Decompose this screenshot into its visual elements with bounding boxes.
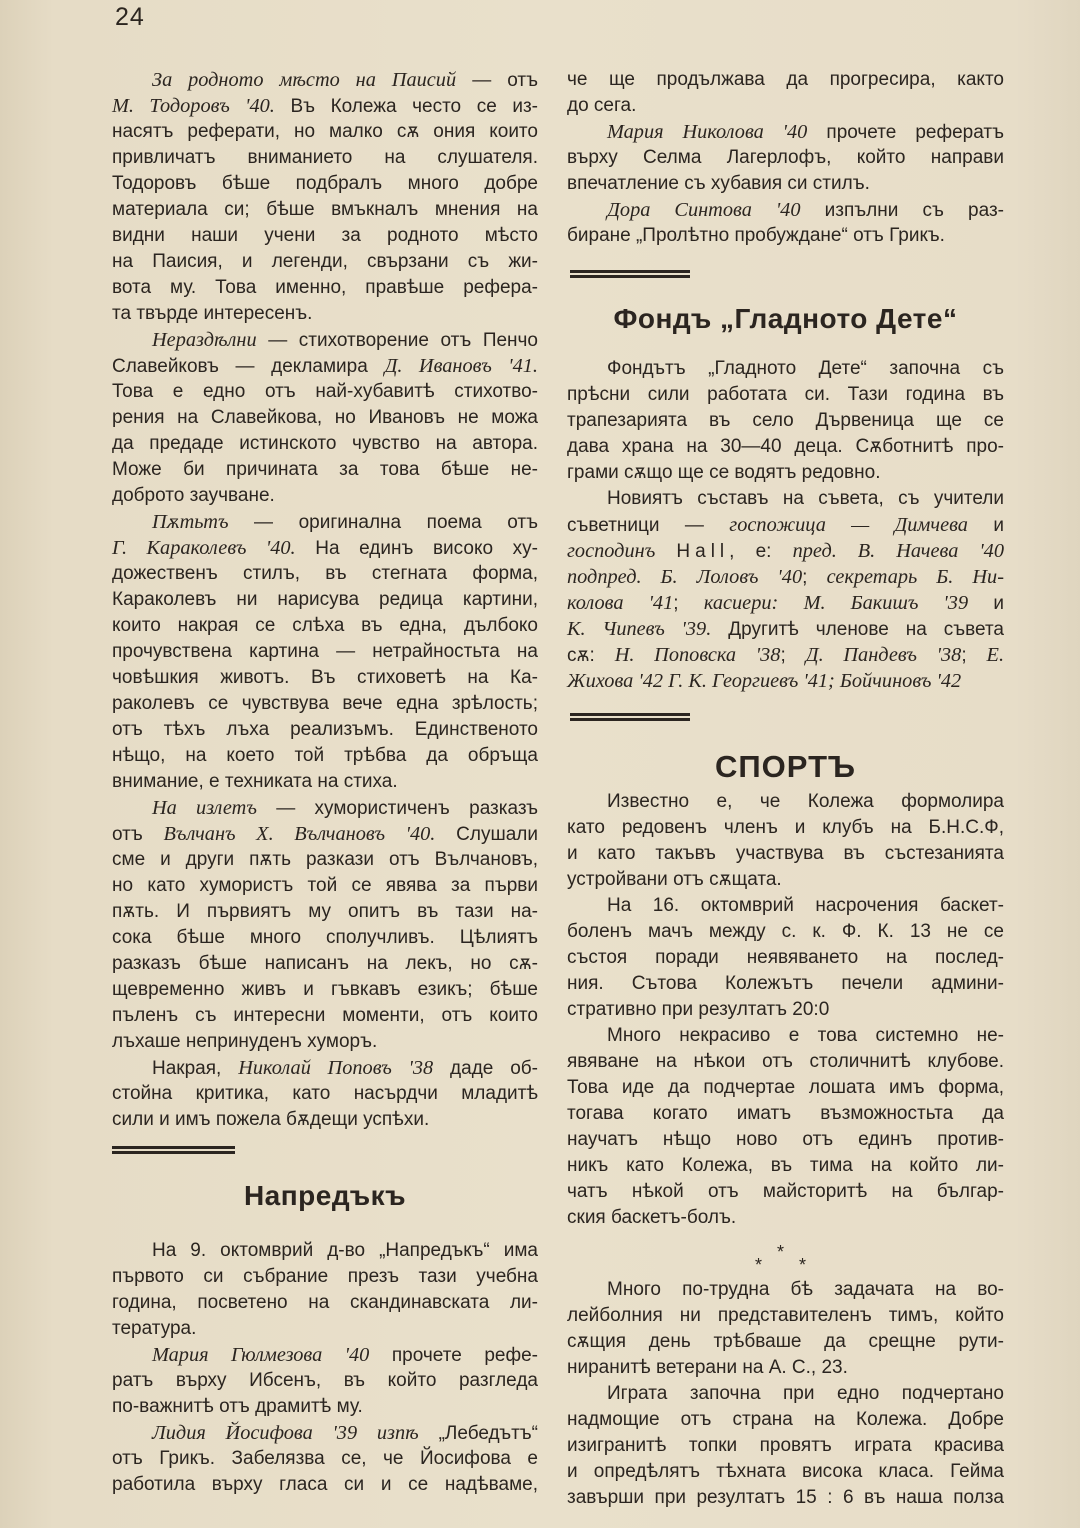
text-line: ския баскетъ-болъ. xyxy=(567,1207,737,1228)
spaced-name: Hall xyxy=(676,541,730,562)
text-line xyxy=(567,590,1004,616)
text-segment: и xyxy=(967,515,1004,536)
paragraph xyxy=(112,67,538,327)
italic-name: подпред. Б. Лоловъ '40 xyxy=(567,566,803,588)
text-segment: На единъ високо ху- xyxy=(295,538,538,559)
double-rule xyxy=(570,713,690,721)
text-line: дава храна на 30—40 деца. Сѫботнитѣ про- xyxy=(567,436,1004,457)
text-line: прочувствена картина — нетрайностьта на xyxy=(112,641,538,662)
paragraph xyxy=(567,1277,1004,1381)
text-segment: ; xyxy=(802,567,827,588)
text-line: Това иде да подчертае лошата имъ форма, xyxy=(567,1077,1004,1098)
text-line: но като хумористъ той се явява за първи xyxy=(112,875,538,896)
italic-name: Жихова '42 Г. К. Георгиевъ '41; Бойчиновъ '42 xyxy=(567,670,962,692)
text-line: научатъ нѣщо ново отъ единъ против- xyxy=(567,1129,1004,1150)
text-line: грами сѫщо ще се водятъ редовно. xyxy=(567,462,881,483)
paragraph xyxy=(112,327,538,509)
text-segment: „Лебедътъ“ xyxy=(418,1423,538,1444)
asterisk: * xyxy=(755,1255,763,1275)
text-line xyxy=(567,564,1004,590)
paragraph xyxy=(567,1023,1004,1231)
text-line xyxy=(567,538,1004,564)
text-line: сили и имъ пожела бѫдещи успѣхи. xyxy=(112,1109,430,1130)
text-segment: и xyxy=(968,593,1004,614)
text-line: Тодоровъ бѣше подбралъ много добре xyxy=(112,173,538,194)
text-line: На 9. октомврий д-во „Напредъкъ“ има xyxy=(152,1240,538,1261)
italic-name: Дора Синтова '40 xyxy=(607,199,801,221)
text-line: ниранитѣ ветерани на А. С., 23. xyxy=(567,1357,848,1378)
italic-name: Лидия Йосифова '39 изпѣ xyxy=(152,1422,419,1444)
text-segment: Слушали xyxy=(435,824,538,845)
text-line xyxy=(112,67,538,93)
paragraph xyxy=(567,119,1004,197)
text-line xyxy=(112,93,538,119)
text-line xyxy=(567,512,1004,538)
paragraph xyxy=(112,1342,538,1420)
text-segment xyxy=(655,541,676,562)
text-line: лейболния ни представителенъ тимъ, който xyxy=(567,1305,1004,1326)
text-segment: ; xyxy=(673,593,704,614)
italic-name: колова '41 xyxy=(567,592,674,614)
text-line xyxy=(567,642,1004,668)
text-line: Играта започна при едно подчертано xyxy=(607,1383,1004,1404)
text-line xyxy=(567,119,1004,145)
text-line: по-важнитѣ отъ драмитѣ му. xyxy=(112,1396,363,1417)
text-segment: прочете рефе- xyxy=(369,1345,538,1366)
paragraph xyxy=(567,486,1004,694)
text-line: Много некрасиво е това системно не- xyxy=(607,1025,1004,1046)
text-segment: — оригинална поема отъ xyxy=(228,512,538,533)
italic-name: К. Чипевъ '39. xyxy=(567,618,712,640)
text-segment: , е: xyxy=(729,541,793,562)
paragraph xyxy=(567,1381,1004,1511)
text-line: рения на Славейкова, но Ивановъ не можа xyxy=(112,407,538,428)
italic-name: Д. Пандевъ '38 xyxy=(805,644,962,666)
italic-name: пред. В. Начева '40 xyxy=(792,540,1004,562)
text-line: работила върху гласа си и се надѣваме, xyxy=(112,1474,538,1495)
text-segment: съветници — xyxy=(567,515,730,536)
page-number: 24 xyxy=(115,3,145,31)
text-line: ратъ върху Ибсенъ, въ който разгледа xyxy=(112,1370,538,1391)
left-column xyxy=(112,67,538,1498)
text-segment: ; xyxy=(780,645,806,666)
text-line: че ще продължава да прогресира, както xyxy=(567,69,1004,90)
text-segment: — отъ xyxy=(456,70,538,91)
text-line xyxy=(567,668,1004,694)
paragraph xyxy=(567,197,1004,249)
italic-name: госпожица — Димчева xyxy=(729,514,968,536)
text-line: до сега. xyxy=(567,95,637,116)
text-segment: прочете рефератъ xyxy=(807,122,1004,143)
text-line: да предаде истинското чувство на автора. xyxy=(112,433,538,454)
italic-name: Пѫтьтъ xyxy=(152,511,229,533)
text-line: никъ като Колежа, въ тима на който ли- xyxy=(567,1155,1004,1176)
italic-name: Мария Николова '40 xyxy=(607,121,808,143)
text-line: разказъ бѣше написанъ на лекъ, но сѫ- xyxy=(112,953,538,974)
text-line: стративно при резултатъ 20:0 xyxy=(567,999,830,1020)
paragraph xyxy=(112,795,538,1055)
section-heading: Фондъ „Гладното Дете“ xyxy=(613,303,958,334)
text-line: като редовенъ членъ и клубъ на Б.Н.С.Ф, xyxy=(567,817,1004,838)
text-line: привличатъ вниманието на слушателя. xyxy=(112,147,538,168)
text-line: внимание, е техниката на стиха. xyxy=(112,771,398,792)
text-segment xyxy=(778,593,803,614)
section-heading: СПОРТЪ xyxy=(715,749,856,784)
text-line: и опредѣлятъ тѣхната висока класа. Гейма xyxy=(567,1461,1004,1482)
text-segment: Накрая, xyxy=(152,1058,239,1079)
text-line: дожественъ стилъ, въ стегната форма, xyxy=(112,563,538,584)
italic-name: М. Тодоровъ '40. xyxy=(112,95,275,117)
paragraph xyxy=(112,1420,538,1498)
italic-name: секретарь Б. Ни- xyxy=(826,566,1004,588)
text-line: година, посветено на скандинавската ли- xyxy=(112,1292,538,1313)
text-segment: изпълни съ раз- xyxy=(800,200,1004,221)
text-segment: отъ xyxy=(112,824,164,845)
paragraph xyxy=(112,1055,538,1133)
text-line: лъхаше непринуденъ хуморъ. xyxy=(112,1031,378,1052)
text-line: прѣсни сили работата си. Тази година въ xyxy=(567,384,1004,405)
text-line: впечатление съ хубавия си стилъ. xyxy=(567,173,870,194)
text-line: състоя поради неявяването на послед- xyxy=(567,947,1004,968)
text-line: раколевъ се чувствува вече една зрѣлость; xyxy=(112,693,538,714)
text-line: отъ тѣхъ лъха реализъмъ. Единственото xyxy=(112,719,538,740)
text-line: Фондътъ „Гладното Дете“ започна съ xyxy=(607,358,1004,379)
text-line: първото си събрание презъ тази учебна xyxy=(112,1266,538,1287)
text-line: върху Селма Лагерлофъ, който направи xyxy=(567,147,1004,168)
text-line: и като такъвъ участвува въ състезанията xyxy=(567,843,1004,864)
text-line: материала си; бѣше вмъкналъ мнения на xyxy=(112,199,538,220)
italic-name: Г. Караколевъ '40. xyxy=(112,537,296,559)
text-line: завърши при резултатъ 15 : 6 въ наша полза xyxy=(567,1487,1004,1508)
double-rule xyxy=(570,270,690,278)
text-line: на Паисия, и легенди, свързани съ жи- xyxy=(112,251,538,272)
text-line xyxy=(112,1342,538,1368)
italic-name: Д. Ивановъ '41. xyxy=(384,355,538,377)
text-line: вота му. Това именно, правѣше рефера- xyxy=(112,277,538,298)
text-line: насятъ реферати, но малко сѫ ония които xyxy=(112,121,538,142)
italic-name: За родното мѣсто на Паисий xyxy=(152,69,457,91)
text-line: боленъ мачъ между с. к. Ф. К. 13 не се xyxy=(567,921,1004,942)
text-line: На 16. октомврий насрочения баскет- xyxy=(607,895,1004,916)
section-heading: Напредъкъ xyxy=(243,1180,407,1211)
text-line: Това е едно отъ най-хубавитѣ стихотво- xyxy=(112,381,538,402)
text-line xyxy=(112,821,538,847)
text-line: ния. Сътова Колежътъ печели админи- xyxy=(567,973,1004,994)
italic-name: Николай Поповъ '38 xyxy=(238,1057,434,1079)
text-line: трапезарията въ село Дървеница ще се xyxy=(567,410,1004,431)
text-segment: сѫ: xyxy=(567,645,615,666)
text-line: Новиятъ съставъ на съвета, съ учители xyxy=(607,488,1004,509)
paragraph xyxy=(567,67,1004,119)
text-line: та твърде интересенъ. xyxy=(112,303,313,324)
italic-name: Нераздѣлни xyxy=(152,329,257,351)
paragraph xyxy=(567,893,1004,1023)
text-line: сѫщия день трѣбваше да срещне рути- xyxy=(567,1331,1004,1352)
italic-name: касиери: xyxy=(703,592,779,614)
text-line xyxy=(567,616,1004,642)
text-line: стойна критика, като насърдчи младитѣ xyxy=(112,1083,538,1104)
text-line: щевременно живъ и гъвкавъ езикъ; бѣше xyxy=(112,979,538,1000)
italic-name: Мария Гюлмезова '40 xyxy=(152,1344,370,1366)
italic-name: господинъ xyxy=(567,540,656,562)
text-segment: Въ Колежа често се из- xyxy=(274,96,538,117)
text-line: видни наши учени за родното мѣсто xyxy=(112,225,538,246)
text-line: пѫть. И първиятъ му опитъ въ тази на- xyxy=(112,901,538,922)
text-line: които накрая се слѣха въ една, дълбоко xyxy=(112,615,538,636)
double-rule xyxy=(112,1146,235,1154)
text-line xyxy=(112,1055,538,1081)
italic-name: Е. xyxy=(986,644,1005,666)
text-segment: Другитѣ членове на съвета xyxy=(711,619,1004,640)
paragraph xyxy=(112,1238,538,1342)
text-line: тогава когато иматъ възможностьта да xyxy=(567,1103,1004,1124)
text-line: устройвани отъ сѫщата. xyxy=(567,869,782,890)
right-column xyxy=(567,67,1004,1511)
text-segment: — хумористиченъ разказъ xyxy=(256,798,539,819)
text-line: доброто заучване. xyxy=(112,485,275,506)
text-line xyxy=(112,795,538,821)
italic-name: М. Бакишъ '39 xyxy=(803,592,969,614)
text-line: изигранитѣ топки провятъ играта красива xyxy=(567,1435,1004,1456)
text-line: Караколевъ ни нарисува редица картини, xyxy=(112,589,538,610)
text-segment: Славейковъ — декламира xyxy=(112,356,385,377)
text-line: човѣшкия животъ. Въ стиховетѣ на Ка- xyxy=(112,667,538,688)
text-line: чатъ нѣкой отъ майсторитѣ на българ- xyxy=(567,1181,1004,1202)
text-line xyxy=(567,197,1004,223)
text-line xyxy=(112,327,538,353)
asterisk: * xyxy=(799,1255,807,1275)
text-line: Много по-трудна бѣ задачата на во- xyxy=(607,1279,1004,1300)
text-line: Известно е, че Колежа формолира xyxy=(607,791,1004,812)
italic-name: На излетъ xyxy=(152,797,257,819)
text-line: надмощие отъ страна на Колежа. Добре xyxy=(567,1409,1004,1430)
text-segment: ; xyxy=(961,645,987,666)
text-line xyxy=(112,1420,538,1446)
text-line xyxy=(112,535,538,561)
italic-name: Вълчанъ Х. Вълчановъ '40. xyxy=(163,823,436,845)
asterisk: * xyxy=(777,1242,785,1262)
text-line: явяване на нѣкои отъ столичнитѣ клубове. xyxy=(567,1051,1004,1072)
text-line xyxy=(112,353,538,379)
text-line xyxy=(112,509,538,535)
asterism xyxy=(567,1239,1004,1275)
text-line: сока бѣше много сполучливъ. Цѣлиятъ xyxy=(112,927,538,948)
text-line: отъ Грикъ. Забелязва се, че Йосифова е xyxy=(112,1448,538,1469)
text-line: нѣщо, на което той трѣбва да обръща xyxy=(112,745,538,766)
paragraph xyxy=(567,356,1004,486)
paragraph xyxy=(567,789,1004,893)
paragraph xyxy=(112,509,538,795)
italic-name: Н. Поповска '38 xyxy=(614,644,781,666)
text-line: биране „Пролѣтно пробуждане“ отъ Грикъ. xyxy=(567,225,945,246)
text-segment: — стихотворение отъ Пенчо xyxy=(256,330,538,351)
text-line: пъленъ съ интересни моменти, отъ които xyxy=(112,1005,538,1026)
text-line: Може би причината за това бѣше не- xyxy=(112,459,538,480)
text-segment: даде об- xyxy=(433,1058,538,1079)
text-line: сме и други пѫть разкази отъ Вълчановъ, xyxy=(112,849,538,870)
text-line: тература. xyxy=(112,1318,197,1339)
